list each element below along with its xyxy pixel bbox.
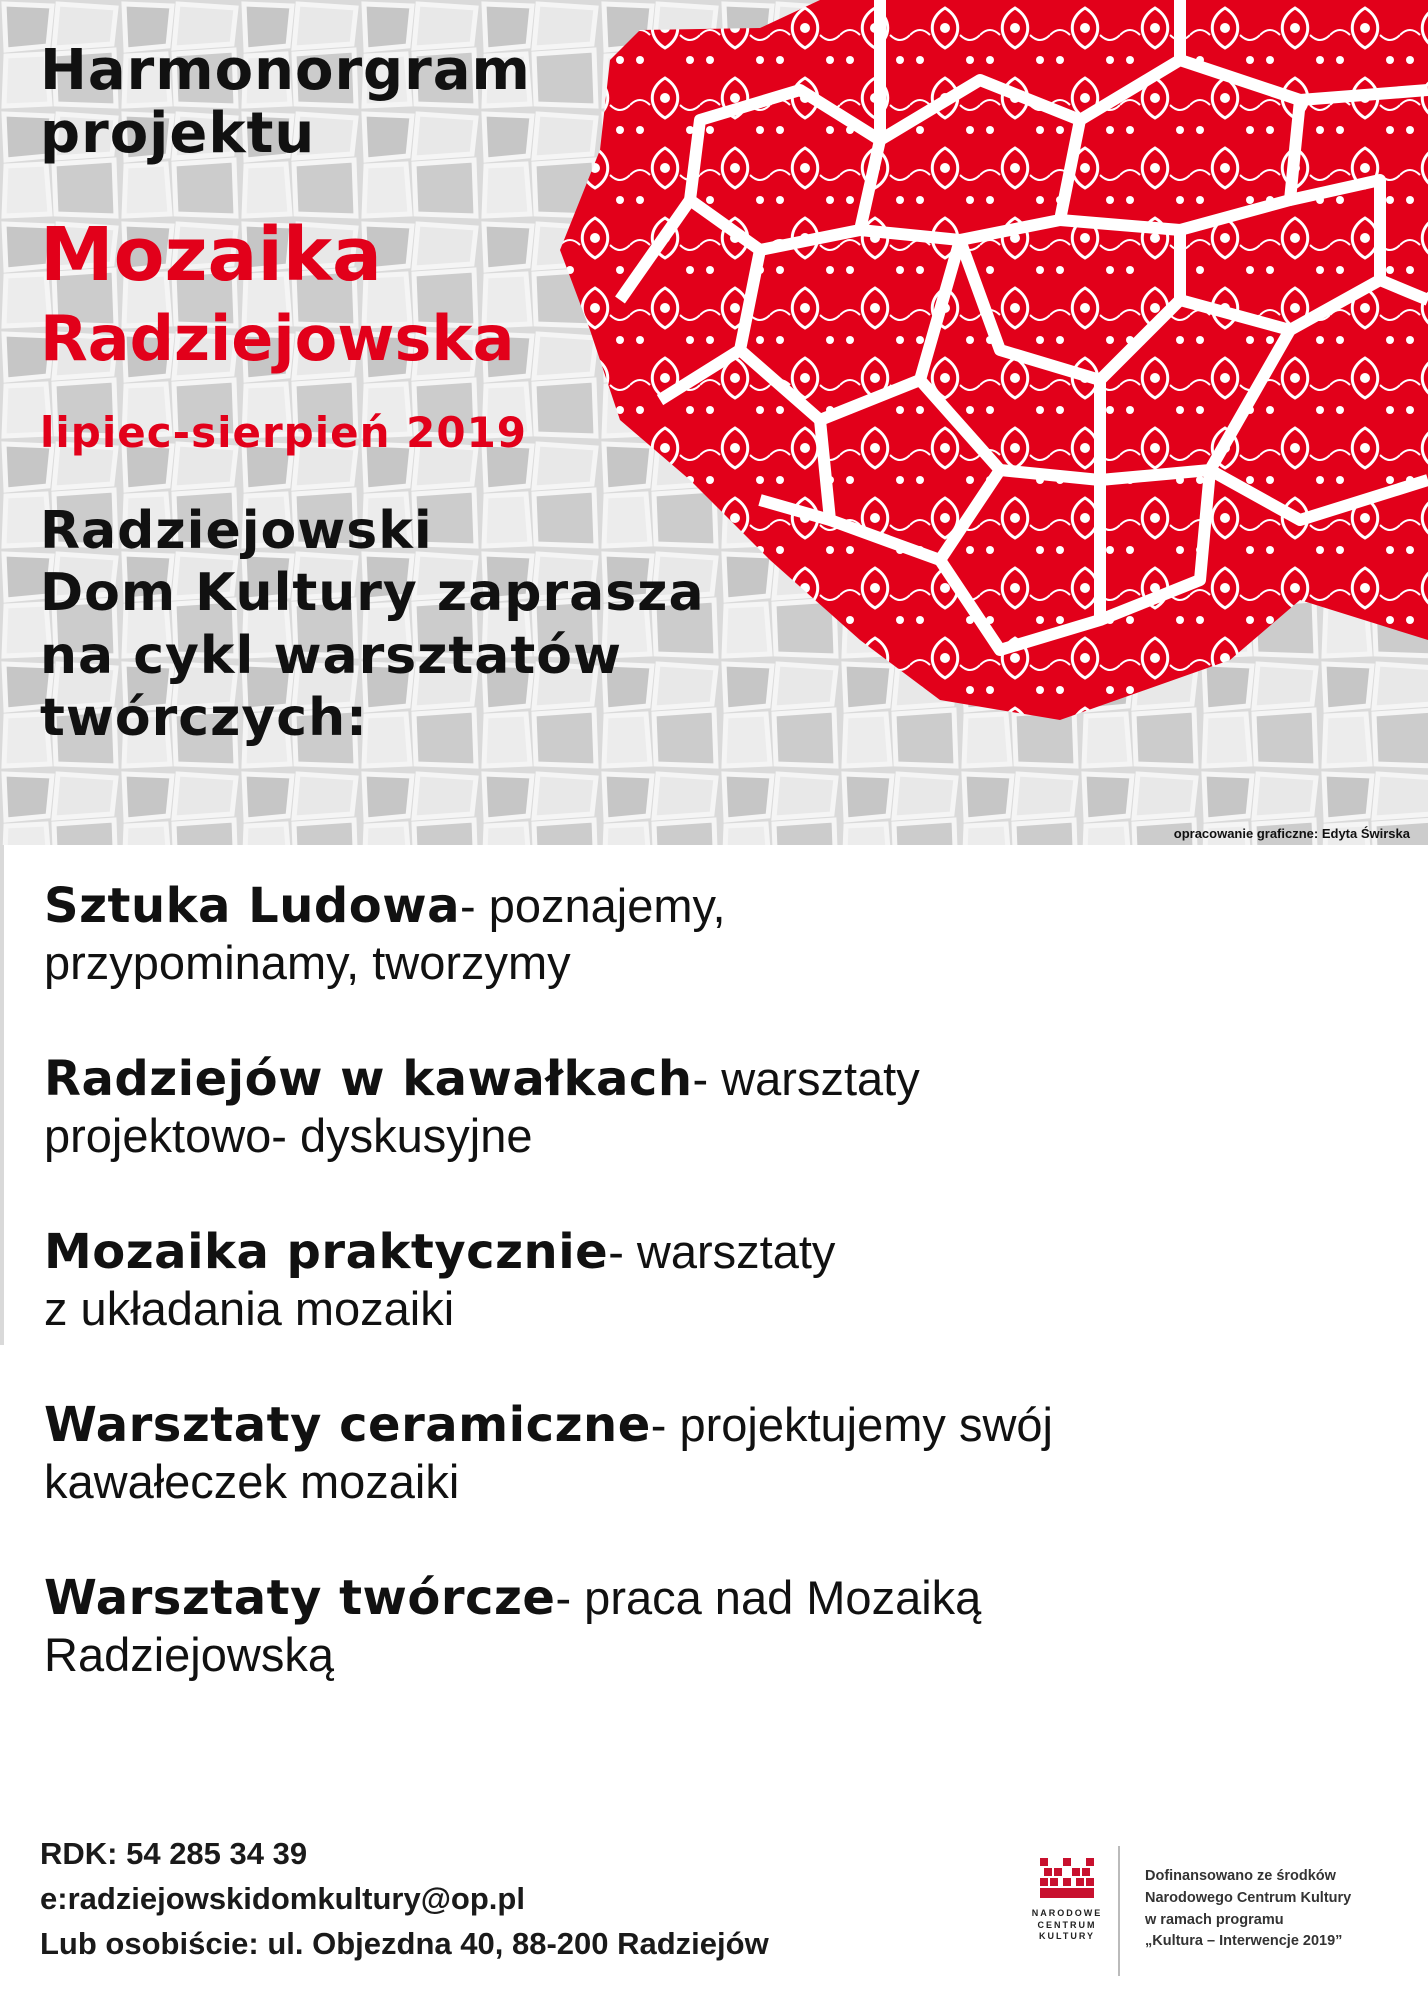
logo-line: NARODOWE [1031, 1908, 1103, 1918]
invitation-line: twórczych: [40, 688, 368, 749]
project-name-line1: Mozaika [40, 212, 382, 298]
workshop-item [44, 1397, 1404, 1510]
workshop-desc: - warsztaty [692, 1052, 920, 1106]
workshop-name: Radziejów w kawałkach [44, 1051, 693, 1108]
contact-info [40, 1832, 769, 1967]
project-name-line2: Radziejowska [40, 302, 515, 375]
graphic-credit: opracowanie graficzne: Edyta Świrska [1173, 826, 1410, 841]
workshop-desc: - projektujemy swój [650, 1398, 1053, 1452]
invitation-text [40, 500, 800, 750]
workshop-line2: przypominamy, tworzymy [44, 936, 571, 990]
crown-logo-icon [1040, 1858, 1094, 1898]
nck-logo [1030, 1858, 1104, 1943]
project-dates: lipiec-sierpień 2019 [40, 408, 528, 457]
contact-address: Lub osobiście: ul. Objezdna 40, 88-200 Radziejów [40, 1925, 769, 1961]
workshop-desc: - warsztaty [608, 1225, 836, 1279]
workshop-name: Sztuka Ludowa [44, 878, 460, 934]
logo-divider [1118, 1846, 1120, 1976]
workshop-item [44, 1051, 1404, 1164]
title-line: Harmonorgram [40, 38, 531, 103]
funding-line: Narodowego Centrum Kultury [1145, 1889, 1352, 1906]
workshop-line2: Radziejowską [44, 1628, 334, 1682]
workshop-item [44, 1224, 1404, 1337]
logo-line: KULTURY [1039, 1931, 1095, 1942]
workshop-name: Warsztaty twórcze [44, 1570, 556, 1627]
left-gray-bar [0, 845, 4, 1345]
poster-title [40, 40, 680, 165]
workshop-line1 [44, 1570, 1404, 1627]
funding-line: „Kultura – Interwencje 2019” [1145, 1933, 1343, 1950]
funding-note [1145, 1866, 1351, 1953]
workshop-line2: projektowo- dyskusyjne [44, 1109, 533, 1163]
logo-line: CENTRUM [1037, 1919, 1097, 1930]
invitation-line: Dom Kultury zaprasza [40, 563, 705, 624]
invitation-line: na cykl warsztatów [40, 625, 623, 686]
workshop-line2: kawałeczek mozaiki [44, 1455, 460, 1509]
workshop-desc: - poznajemy, [459, 879, 726, 932]
workshop-item [44, 878, 1404, 991]
workshop-line1 [44, 878, 1404, 935]
logo-text [1030, 1908, 1104, 1943]
workshop-item [44, 1570, 1404, 1683]
workshop-line2: z układania mozaiki [44, 1282, 455, 1336]
workshop-list [44, 878, 1404, 1743]
hero-banner [0, 0, 1428, 845]
workshop-desc: - praca nad Mozaiką [555, 1571, 982, 1625]
workshop-line1 [44, 1397, 1404, 1454]
title-line: projektu [40, 100, 316, 166]
contact-email: e:radziejowskidomkultury@op.pl [40, 1880, 525, 1916]
contact-phone: RDK: 54 285 34 39 [40, 1836, 308, 1871]
workshop-line1 [44, 1051, 1404, 1108]
funding-line: w ramach programu [1145, 1911, 1284, 1928]
funding-line: Dofinansowano ze środków [1145, 1868, 1336, 1884]
invitation-line: Radziejowski [40, 501, 433, 561]
workshop-line1 [44, 1224, 1404, 1281]
workshop-name: Warsztaty ceramiczne [44, 1397, 651, 1454]
workshop-name: Mozaika praktycznie [44, 1224, 609, 1281]
